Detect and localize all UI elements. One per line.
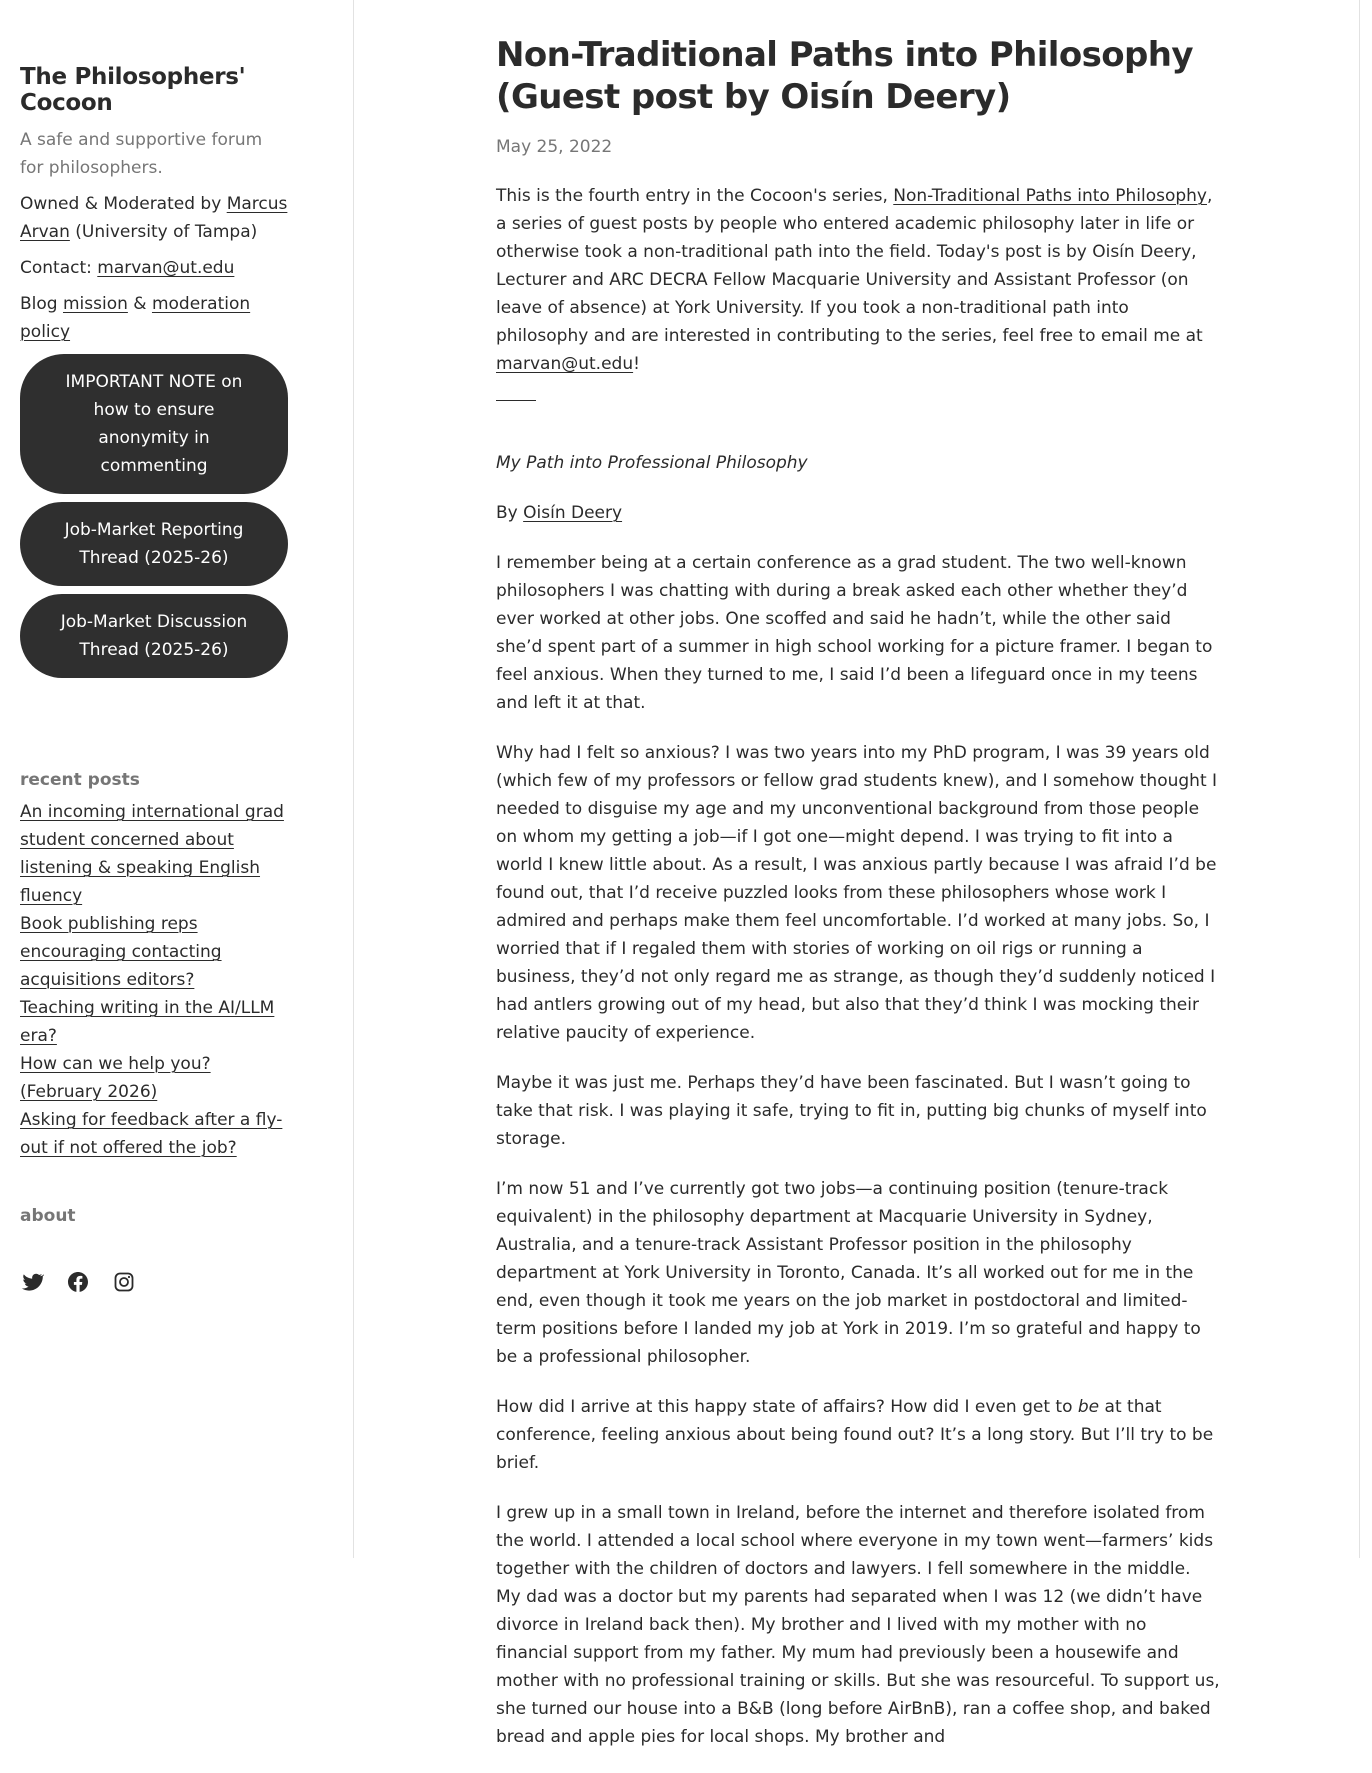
intro-text-2: , a series of guest posts by people who entered academic philosophy later in life or otherwise took a non-traditional path into the field. Today's post is by Oisín Deery, Lecturer and ARC DECRA Fellow Macquarie University and Assistant Professor (on leave of absence) at York University. If you took a non-traditional path into philosophy and are interested in contributing to the series, feel free to email me at [496,186,1213,346]
intro-paragraph [496,182,1220,378]
social-links [20,1270,288,1294]
author-link[interactable]: Oisín Deery [523,503,623,523]
paragraph-5-emphasis: be [1077,1397,1100,1417]
mission-link[interactable]: mission [62,294,128,314]
list-item [20,798,288,910]
site-title[interactable]: The Philosophers' Cocoon [20,64,246,116]
byline-prefix: By [496,503,524,523]
ampersand: & [127,294,152,314]
paragraph-1: I remember being at a certain conference as a grad student. The two well-known philosophers I was chatting with during a break asked each other whether they’d ever worked at other jobs. One scoffed and said he hadn’t, while the other said she’d spent part of a summer in high school working for a picture framer. I began to feel anxious. When they turned to me, I said I’d been a lifeguard once in my teens and left it at that. [496,553,1213,713]
job-market-reporting-button[interactable]: Job-Market Reporting Thread (2025-26) [20,502,288,586]
paragraph-3: Maybe it was just me. Perhaps they’d have been fascinated. But I wasn’t going to take that risk. I was playing it safe, trying to fit in, putting big chunks of myself into storage. [496,1073,1207,1149]
job-market-discussion-button[interactable]: Job-Market Discussion Thread (2025-26) [20,594,288,678]
blog-prefix: Blog [20,294,63,314]
recent-post-link[interactable]: Book publishing reps encouraging contacting acquisitions editors? [20,914,222,990]
recent-post-link[interactable]: Asking for feedback after a fly-out if not offered the job? [20,1110,283,1158]
anonymity-note-button[interactable]: IMPORTANT NOTE on how to ensure anonymity in commenting [20,354,288,494]
twitter-icon[interactable] [20,1270,44,1294]
recent-posts-heading: recent posts [20,770,140,790]
recent-posts-widget [20,768,288,1162]
separator [496,400,536,401]
intro-text-1: This is the fourth entry in the Cocoon's series, [496,186,894,206]
owner-suffix: (University of Tampa) [69,222,258,242]
recent-post-link[interactable]: An incoming international grad student concerned about listening & speaking English fluency [20,802,284,906]
owner-line [20,190,288,246]
about-heading: about [20,1206,76,1226]
recent-post-link[interactable]: How can we help you? (February 2026) [20,1054,211,1102]
list-item [20,994,288,1050]
paragraph-2: Why had I felt so anxious? I was two years into my PhD program, I was 39 years old (which few of my professors or fellow grad students knew), and I somehow thought I needed to disguise my age and my unconventional background from those people on whom my getting a job—if I got one—might depend. I was trying to fit into a world I knew little about. As a result, I was anxious partly because I was afraid I’d be found out, that I’d receive puzzled looks from these philosophers whose work I admired and perhaps make them feel uncomfortable. I’d worked at many jobs. So, I worried that if I regaled them with stories of working on oil rigs or running a business, they’d not only regard me as strange, as though they’d suddenly noticed I had antlers growing out of my head, but also that they’d think I was mocking their relative paucity of experience. [496,743,1218,1043]
series-link[interactable]: Non-Traditional Paths into Philosophy [893,186,1207,206]
byline [496,499,1220,527]
post-date: May 25, 2022 [496,137,613,157]
recent-posts-list [20,798,288,1162]
email-link[interactable]: marvan@ut.edu [496,354,634,374]
contact-email-link[interactable]: marvan@ut.edu [97,258,235,278]
paragraph-5-text-b: at that conference, feeling anxious about being found out? It’s a long story. But I’ll try to be brief. [496,1397,1214,1473]
page-edge-divider [1359,0,1360,1558]
post-body [496,182,1220,1751]
list-item [20,1050,288,1106]
site-description: A safe and supportive forum for philosophers. [20,130,263,178]
instagram-icon[interactable] [112,1270,136,1294]
paragraph-5 [496,1393,1220,1477]
facebook-icon[interactable] [66,1270,90,1294]
sidebar [0,0,354,1558]
contact-line [20,254,288,282]
paragraph-5-text-a: How did I arrive at this happy state of affairs? How did I even get to [496,1397,1078,1417]
post-subtitle: My Path into Professional Philosophy [496,453,808,473]
owner-prefix: Owned & Moderated by [20,194,227,214]
owner-link[interactable]: Marcus Arvan [20,194,288,242]
paragraph-6: I grew up in a small town in Ireland, before the internet and therefore isolated from the world. I attended a local school where everyone in my town went—farmers’ kids together with the children of doctors and lawyers. I fell somewhere in the middle. My dad was a doctor but my parents had separated when I was 12 (we didn’t have divorce in Ireland back then). My brother and I lived with my mother with no financial support from my father. My mum had previously been a housewife and mother with no professional training or skills. But she was resourceful. To support us, she turned our house into a B&B (long before AirBnB), ran a coffee shop, and baked bread and apple pies for local shops. My brother and [496,1503,1220,1747]
blog-policy-line [20,290,288,346]
about-widget [20,1204,288,1228]
intro-end: ! [633,354,640,374]
paragraph-4: I’m now 51 and I’ve currently got two jobs—a continuing position (tenure-track equivalent) in the philosophy department at Macquarie University in Sydney, Australia, and a tenure-track Assistant Professor position in the philosophy department at York University in Toronto, Canada. It’s all worked out for me in the end, even though it took me years on the job market in postdoctoral and limited-term positions before I landed my job at York in 2019. I’m so grateful and happy to be a professional philosopher. [496,1179,1201,1367]
list-item [20,1106,288,1162]
list-item [20,910,288,994]
post-title: Non-Traditional Paths into Philosophy (Guest post by Oisín Deery) [496,35,1193,117]
recent-post-link[interactable]: Teaching writing in the AI/LLM era? [20,998,275,1046]
main-content [496,34,1220,1773]
moderation-policy-link[interactable]: moderation policy [20,294,251,342]
contact-prefix: Contact: [20,258,98,278]
